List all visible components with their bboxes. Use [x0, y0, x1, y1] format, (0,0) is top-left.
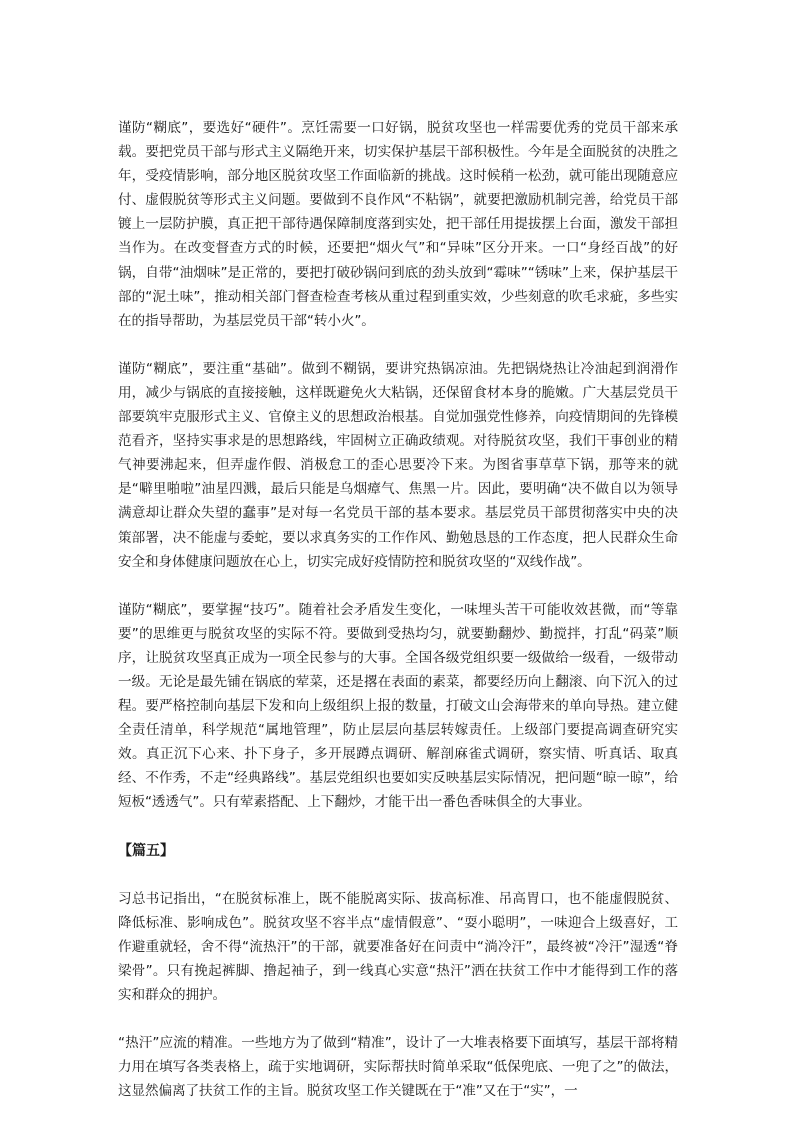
- paragraph-3: 谨防“糊底”，要掌握“技巧”。随着社会矛盾发生变化，一味埋头苦干可能收效甚微，而“等靠要”的思维更与脱贫攻坚的实际不符。要做到受热均匀，就要勤翻炒、勤搅拌，打乱“码菜”顺序，让脱贫攻坚真正成为一项全民参与的大事。全国各级党组织要一级做给一级看，一级带动一级。无论是最先铺在锅底的荤菜，还是撂在表面的素菜，都要经历向上翻滚、向下沉入的过程。要严格控制向基层下发和向上级组织上报的数量，打破文山会海带来的单向导热。建立健全责任清单，科学规范“属地管理”，防止层层向基层转嫁责任。上级部门要提高调查研究实效。真正沉下心来、扑下身子，多开展蹲点调研、解剖麻雀式调研，察实情、听真话、取真经、不作秀，不走“经典路线”。基层党组织也要如实反映基层实际情况，把问题“晾一晾”，给短板“透透气”。只有荤素搭配、上下翻炒，才能干出一番色香味俱全的大事业。: [118, 601, 678, 811]
- paragraph-4: 习总书记指出，“在脱贫标准上，既不能脱离实际、拔高标准、吊高胃口，也不能虚假脱贫、降低标准、影响成色”。脱贫攻坚不容半点“虚情假意”、“耍小聪明”，一味迎合上级喜好，工作避重就轻，舍不得“流热汗”的干部，就要准备好在问责中“淌冷汗”，最终被“冷汗”湿透“脊梁骨”。只有挽起裤脚、撸起袖子，到一线真心实意“热汗”洒在扶贫工作中才能得到工作的落实和群众的拥护。: [118, 890, 678, 1003]
- paragraph-1: 谨防“糊底”，要选好“硬件”。烹饪需要一口好锅，脱贫攻坚也一样需要优秀的党员干部来承载。要把党员干部与形式主义隔绝开来，切实保护基层干部积极性。今年是全面脱贫的决胜之年，受疫情影响，部分地区脱贫攻坚工作面临新的挑战。这时候稍一松劲，就可能出现随意应付、虚假脱贫等形式主义问题。要做到不良作风“不粘锅”，就要把激励机制完善，给党员干部镀上一层防护膜，真正把干部待遇保障制度落到实处，把干部任用提拔摆上台面，激发干部担当作为。在改变督查方式的时候，还要把“烟火气”和“异味”区分开来。一口“身经百战”的好锅，自带“油烟味”是正常的，要把打破砂锅问到底的劲头放到“霉味”“锈味”上来，保护基层干部的“泥土味”，推动相关部门督查检查考核从重过程到重实效，少些刻意的吹毛求疵，多些实在的指导帮助，为基层党员干部“转小火”。: [118, 120, 678, 329]
- document-page: [118, 116, 678, 1103]
- paragraph-5: “热汗”应流的精准。一些地方为了做到“精准”，设计了一大堆表格要下面填写，基层干部将精力用在填写各类表格上，疏于实地调研，实际帮扶时简单采取“低保兜底、一兜了之”的做法，这显然偏离了扶贫工作的主旨。脱贫攻坚工作关键既在于“准”又在于“实”，一: [118, 1035, 678, 1100]
- section-heading: 【篇五】: [118, 842, 174, 859]
- paragraph-2: 谨防“糊底”，要注重“基础”。做到不糊锅，要讲究热锅凉油。先把锅烧热让冷油起到润滑作用，减少与锅底的直接接触，这样既避免火大粘锅，还保留食材本身的脆嫩。广大基层党员干部要筑牢克服形式主义、官僚主义的思想政治根基。自觉加强党性修养，向疫情期间的先锋模范看齐，坚持实事求是的思想路线，牢固树立正确政绩观。对待脱贫攻坚，我们干事创业的精气神要沸起来，但弄虚作假、消极怠工的歪心思要冷下来。为图省事草草下锅，那等来的就是“噼里啪啦”油星四溅，最后只能是乌烟瘴气、焦黑一片。因此，要明确“决不做自以为领导满意却让群众失望的蠢事”是对每一名党员干部的基本要求。基层党员干部贯彻落实中央的决策部署，决不能虚与委蛇，要以求真务实的工作作风、勤勉恳恳的工作态度，把人民群众生命安全和身体健康问题放在心上，切实完成好疫情防控和脱贫攻坚的“双线作战”。: [118, 360, 678, 570]
